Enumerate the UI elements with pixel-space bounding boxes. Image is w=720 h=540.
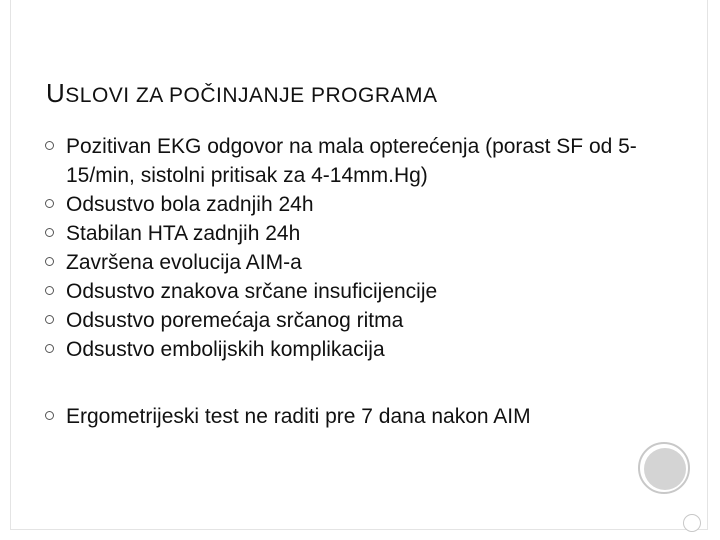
bullet-circle-icon xyxy=(45,141,54,150)
decorative-circle-filled xyxy=(644,448,686,490)
bullet-circle-icon xyxy=(45,286,54,295)
slide-title xyxy=(46,78,438,109)
bullet-circle-icon xyxy=(45,257,54,266)
list-item xyxy=(40,306,680,335)
list-item-text: Odsustvo znakova srčane insuficijencije xyxy=(66,280,438,303)
list-item xyxy=(40,248,680,277)
list-item-text: Odsustvo embolijskih komplikacija xyxy=(66,338,385,361)
list-item xyxy=(40,219,680,248)
bullet-circle-icon xyxy=(45,411,54,420)
list-item-text: Pozitivan EKG odgovor na mala opterećenja (porast SF od 5-15/min, sistolni pritisak za 4-14mm.Hg) xyxy=(66,135,637,187)
title-rest: SLOVI ZA POČINJANJE PROGRAMA xyxy=(65,84,438,107)
bullet-list xyxy=(40,132,680,431)
list-item xyxy=(40,190,680,219)
list-item-text: Završena evolucija AIM-a xyxy=(66,251,302,274)
list-item xyxy=(40,132,680,190)
list-item xyxy=(40,335,680,364)
list-item xyxy=(40,277,680,306)
list-item-text: Odsustvo poremećaja srčanog ritma xyxy=(66,309,404,332)
title-initial: U xyxy=(46,78,66,108)
bullet-circle-icon xyxy=(45,199,54,208)
decorative-circle-small xyxy=(683,514,701,532)
list-item xyxy=(40,402,680,431)
bullet-circle-icon xyxy=(45,344,54,353)
bullet-circle-icon xyxy=(45,228,54,237)
list-item-text: Odsustvo bola zadnjih 24h xyxy=(66,193,314,216)
list-item-text: Stabilan HTA zadnjih 24h xyxy=(66,222,301,245)
bullet-circle-icon xyxy=(45,315,54,324)
list-item-text: Ergometrijeski test ne raditi pre 7 dana nakon AIM xyxy=(66,405,531,428)
